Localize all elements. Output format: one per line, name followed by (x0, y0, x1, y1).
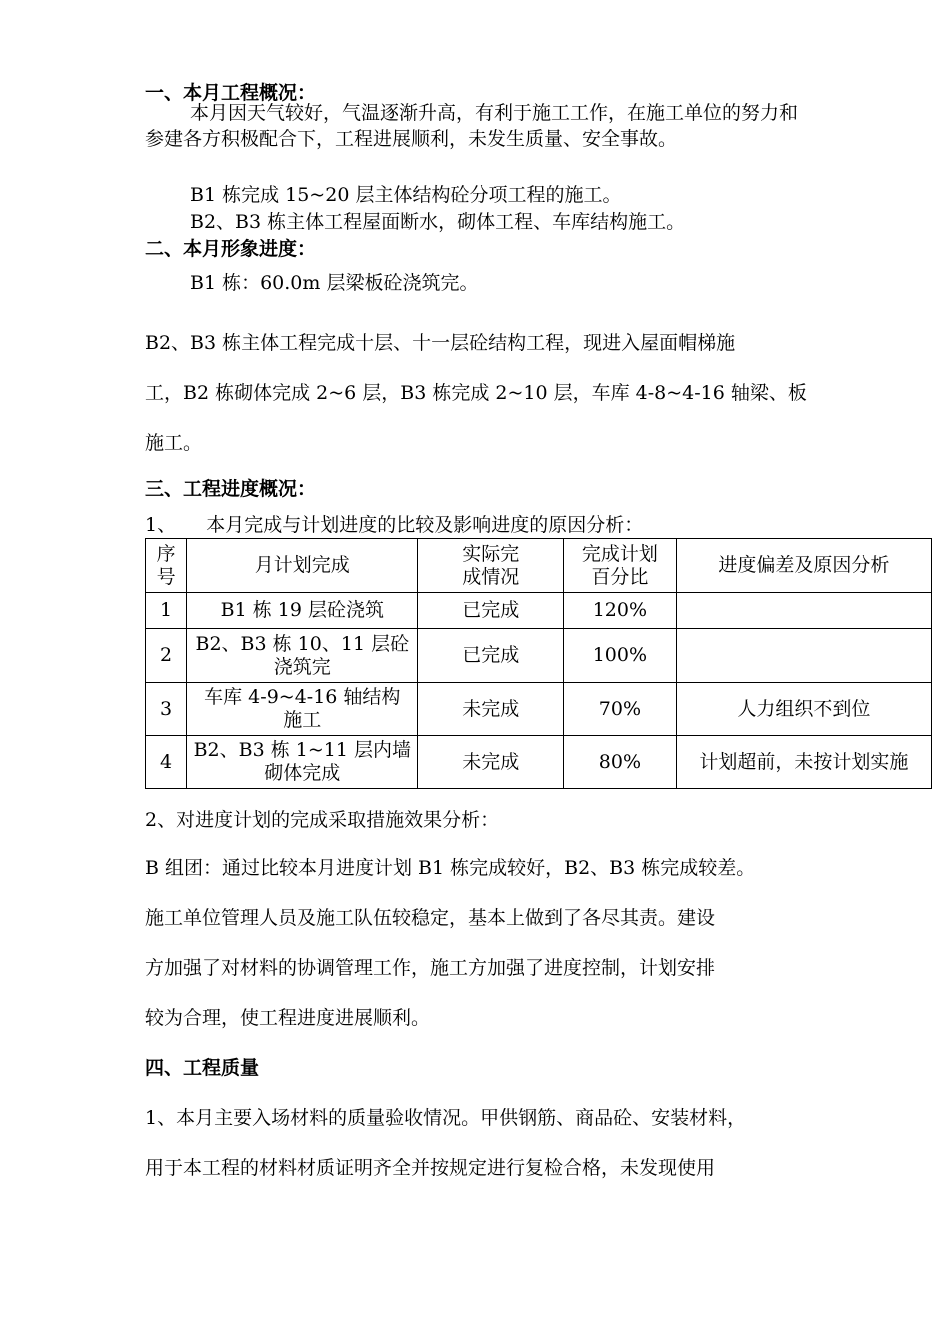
section-3-title: 三、工程进度概况： (145, 478, 317, 500)
header-cell-no: 序 号 (146, 539, 187, 593)
cell-percent: 100% (564, 629, 677, 683)
cell-reason (676, 593, 931, 629)
cell-reason: 人力组织不到位 (676, 683, 931, 736)
header-cell-percent: 完成计划 百分比 (564, 539, 677, 593)
table-header-row (146, 539, 932, 593)
section-3-item-1: 1、 本月完成与计划进度的比较及影响进度的原因分析： (145, 514, 644, 536)
section-3-paragraph-line-2: 施工单位管理人员及施工队伍较稳定，基本上做到了各尽其责。建设 (145, 907, 716, 929)
section-2-paragraph-line-3: 施工。 (145, 432, 203, 454)
cell-status: 未完成 (418, 736, 564, 789)
section-2-paragraph-line-2: 工，B2 栋砌体完成 2~6 层，B3 栋完成 2~10 层，车库 4-8~4-16 轴梁、板 (145, 382, 807, 404)
progress-table (145, 538, 932, 789)
section-3-paragraph-line-3: 方加强了对材料的协调管理工作，施工方加强了进度控制，计划安排 (145, 957, 716, 979)
section-1-b2b3-line: B2、B3 栋主体工程屋面断水，砌体工程、车库结构施工。 (190, 211, 686, 233)
cell-no: 4 (146, 736, 187, 789)
section-2-title: 二、本月形象进度： (145, 238, 317, 260)
cell-no: 1 (146, 593, 187, 629)
section-1-b1-line: B1 栋完成 15~20 层主体结构砼分项工程的施工。 (190, 184, 622, 206)
section-3-paragraph-line-4: 较为合理，使工程进度进展顺利。 (145, 1007, 431, 1029)
table-row (146, 683, 932, 736)
cell-percent: 70% (564, 683, 677, 736)
cell-plan: B1 栋 19 层砼浇筑 (187, 593, 418, 629)
header-cell-plan: 月计划完成 (187, 539, 418, 593)
section-1-paragraph: 本月因天气较好，气温逐渐升高，有利于施工工作，在施工单位的努力和参建各方积极配合下，工程进展顺利，未发生质量、安全事故。 (145, 102, 799, 150)
cell-no: 2 (146, 629, 187, 683)
section-2-paragraph-line-1: B2、B3 栋主体工程完成十层、十一层砼结构工程，现进入屋面帽梯施 (145, 332, 736, 354)
table-row (146, 593, 932, 629)
cell-reason (676, 629, 931, 683)
cell-no: 3 (146, 683, 187, 736)
cell-reason: 计划超前，未按计划实施 (676, 736, 931, 789)
cell-status: 已完成 (418, 593, 564, 629)
section-4-paragraph-line-1: 1、本月主要入场材料的质量验收情况。甲供钢筋、商品砼、安装材料， (145, 1107, 747, 1129)
section-2-b1-line: B1 栋：60.0m 层梁板砼浇筑完。 (190, 272, 479, 294)
section-3-item-2: 2、对进度计划的完成采取措施效果分析： (145, 809, 500, 831)
table-row (146, 629, 932, 683)
cell-percent: 120% (564, 593, 677, 629)
cell-percent: 80% (564, 736, 677, 789)
section-4-title: 四、工程质量 (145, 1057, 260, 1079)
cell-status: 未完成 (418, 683, 564, 736)
cell-status: 已完成 (418, 629, 564, 683)
header-cell-status: 实际完 成情况 (418, 539, 564, 593)
section-1-title: 一、本月工程概况： (145, 82, 317, 104)
cell-plan: B2、B3 栋 1~11 层内墙 砌体完成 (187, 736, 418, 789)
cell-plan: 车库 4-9~4-16 轴结构 施工 (187, 683, 418, 736)
cell-plan: B2、B3 栋 10、11 层砼 浇筑完 (187, 629, 418, 683)
section-4-paragraph-line-2: 用于本工程的材料材质证明齐全并按规定进行复检合格，未发现使用 (145, 1157, 716, 1179)
header-cell-reason: 进度偏差及原因分析 (676, 539, 931, 593)
section-3-paragraph-line-1: B 组团：通过比较本月进度计划 B1 栋完成较好，B2、B3 栋完成较差。 (145, 857, 756, 879)
table-row (146, 736, 932, 789)
